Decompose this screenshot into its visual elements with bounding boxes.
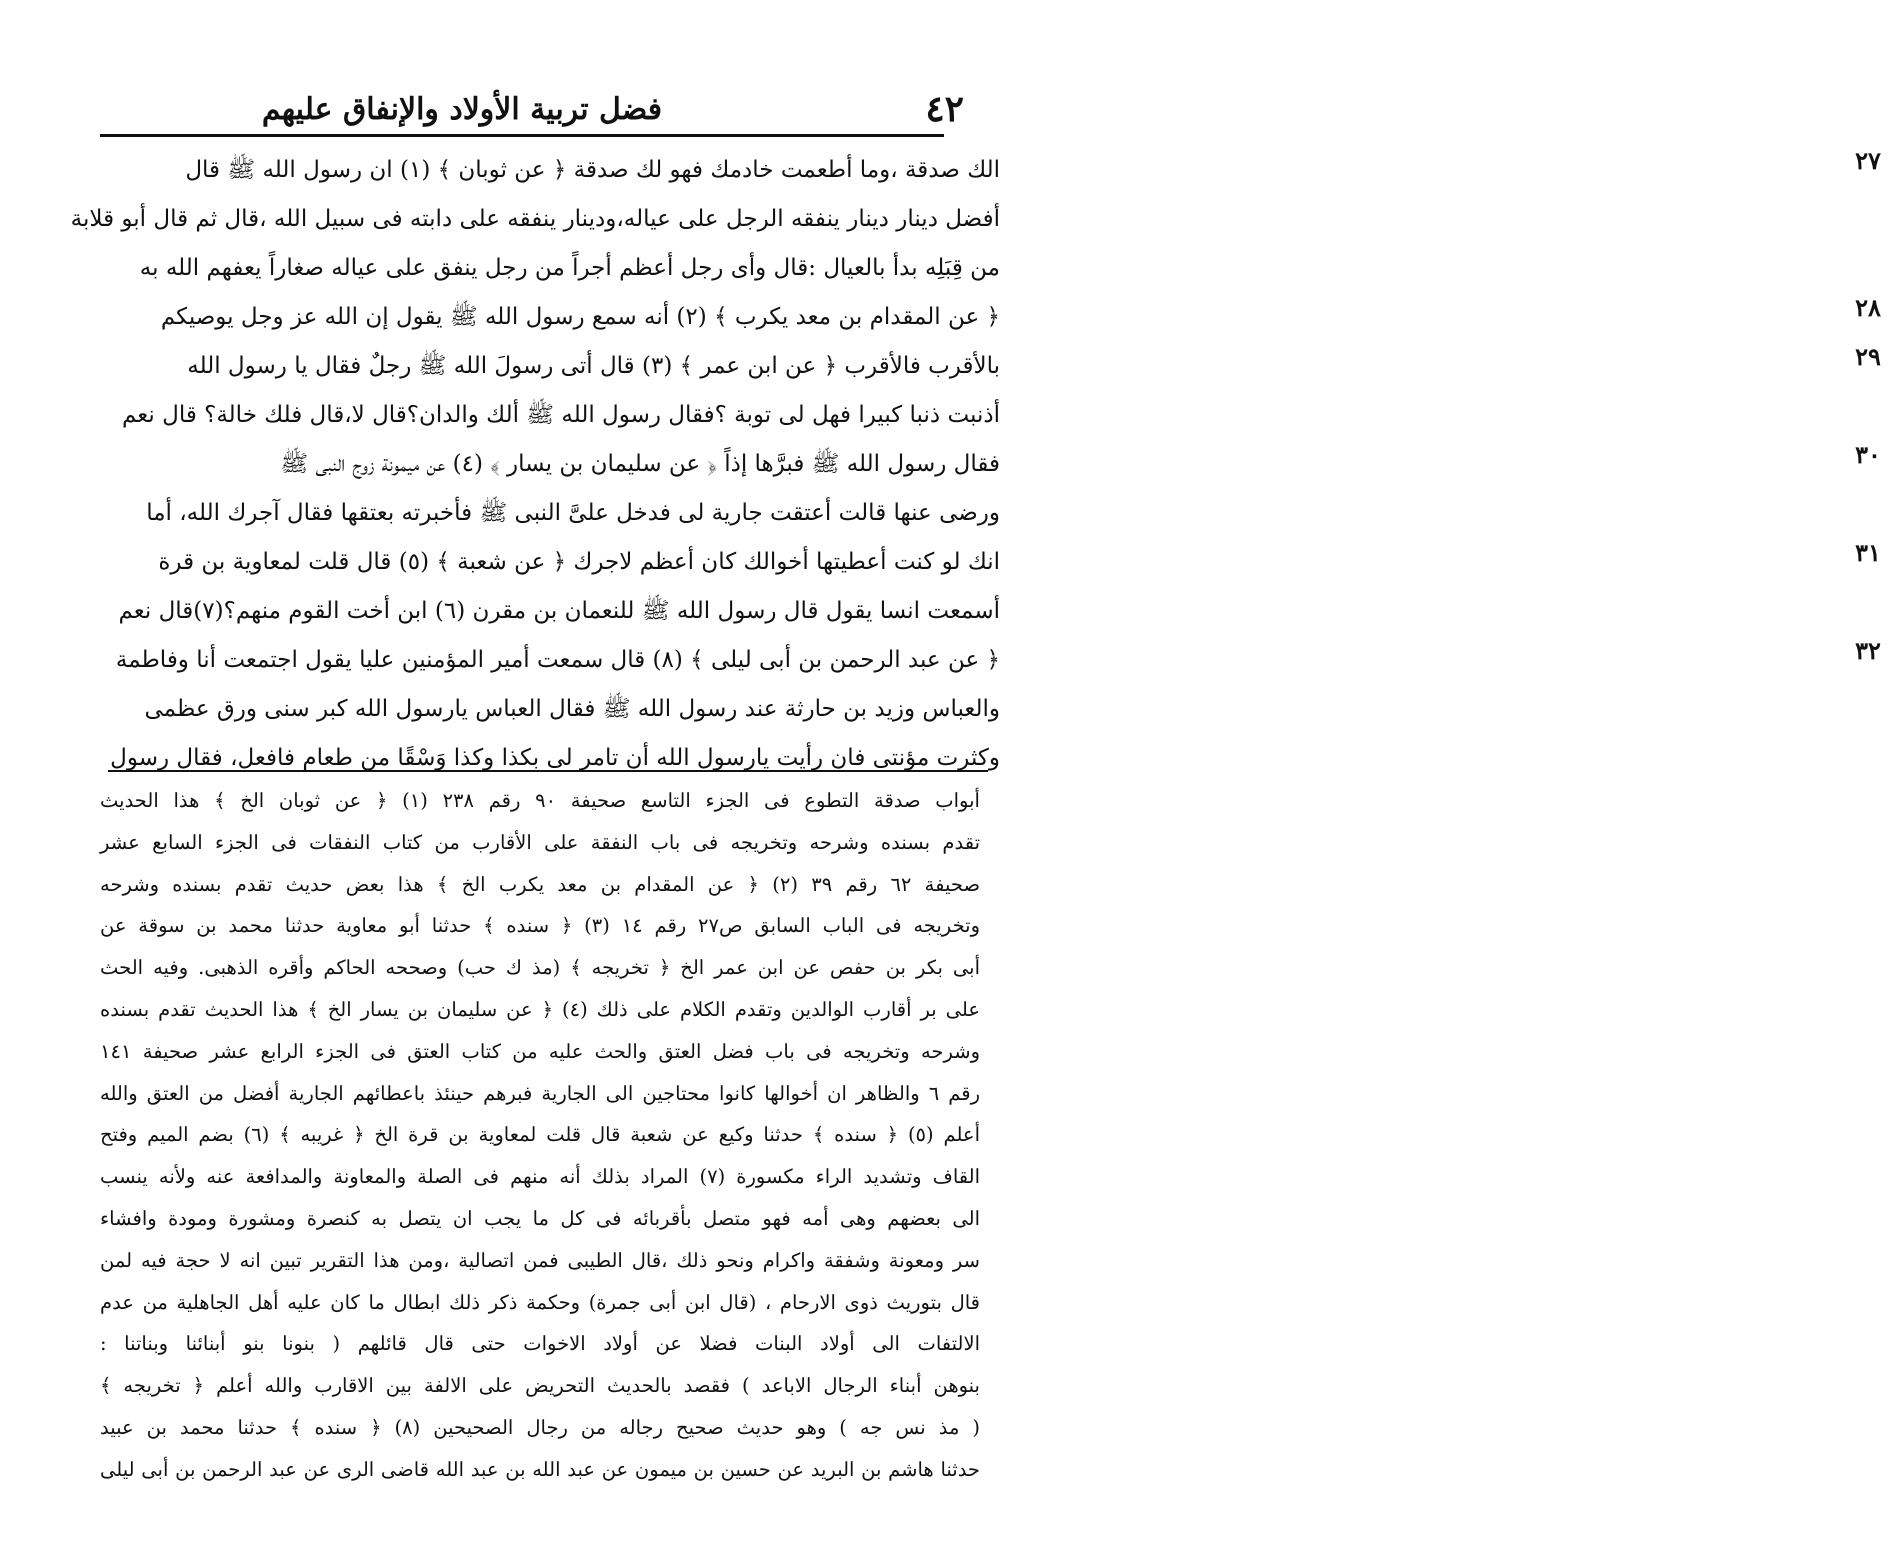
- main-line: [100, 391, 1000, 440]
- hadith-number: ٣٠: [1855, 440, 1881, 469]
- main-line-text: بالأقرب فالأقرب ﴿ عن ابن عمر ﴾ (٣) قال أتى رسولَ الله ﷺ رجلٌ فقال يا رسول الله: [187, 353, 1000, 379]
- footnote-line: تقدم بسنده وشرحه وتخريجه فى باب النفقة على الأقارب من كتاب النفقات فى الجزء السابع عشر: [100, 830, 980, 854]
- main-line: [100, 293, 1000, 342]
- main-line: [100, 489, 1000, 538]
- footnote-line: وتخريجه فى الباب السابق ص٢٧ رقم ١٤ (٣) ﴿ سنده ﴾ حدثنا أبو معاوية حدثنا محمد بن سوقة عن: [100, 914, 980, 938]
- footnote-line: حدثنا هاشم بن البريد عن حسين بن ميمون عن عبد الله بن عبد الله قاضى الرى عن عبد الرحمن بن أبى ليلى: [100, 1457, 980, 1481]
- main-line: [100, 587, 1000, 636]
- hadith-number: ٣٢: [1855, 636, 1881, 665]
- main-line-text: أسمعت انسا يقول قال رسول الله ﷺ للنعمان بن مقرن (٦) ابن أخت القوم منهم؟(٧)قال نعم: [118, 598, 1000, 624]
- main-line-text: ﴿ عن المقدام بن معد يكرب ﴾ (٢) أنه سمع رسول الله ﷺ يقول إن الله عز وجل يوصيكم: [160, 304, 1000, 330]
- hadith-number: ٢٧: [1855, 146, 1881, 175]
- footnote-line: سر ومعونة وشفقة واكرام ونحو ذلك ،قال الطيبى فمن اتصالية ،ومن هذا التقرير تبين انه لا حجة فيه لمن: [100, 1248, 980, 1272]
- page-number: ٤٢: [925, 88, 964, 130]
- footnote-line: الى بعضهم وهى أمه فهو متصل بأقربائه فى كل ما يجب ان يتصل به كنصرة ومشورة ومودة وافشاء: [100, 1206, 980, 1230]
- hadith-number: ٢٩: [1855, 342, 1881, 371]
- main-line-text: انك لو كنت أعطيتها أخوالك كان أعظم لاجرك ﴿ عن شعبة ﴾ (٥) قال قلت لمعاوية بن قرة: [158, 549, 1000, 575]
- footnotes-block: [100, 780, 980, 1491]
- main-line: [100, 734, 1000, 783]
- footnote-line: أعلم (٥) ﴿ سنده ﴾ حدثنا وكيع عن شعبة قال قلت لمعاوية بن قرة الخ ﴿ غريبه ﴾ (٦) بضم الميم وفتح: [100, 1123, 980, 1147]
- footnote-line: ( مذ نس جه ) وهو حديث صحيح رجاله من رجال الصحيحين (٨) ﴿ سنده ﴾ حدثنا محمد بن عبيد: [100, 1415, 980, 1439]
- main-line-text: الك صدقة ،وما أطعمت خادمك فهو لك صدقة ﴿ عن ثوبان ﴾ (١) ان رسول الله ﷺ قال: [185, 157, 1000, 183]
- main-line-text: أفضل دينار دينار ينفقه الرجل على عياله،ودينار ينفقه على دابته فى سبيل الله ،قال ثم قال أبو قلابة: [70, 206, 1000, 232]
- main-line: [70, 195, 1000, 244]
- page-title: فضل تربية الأولاد والإنفاق عليهم: [261, 92, 663, 127]
- main-line: [100, 440, 1000, 489]
- footnote-divider: [108, 770, 988, 772]
- footnote-line: صحيفة ٦٢ رقم ٣٩ (٢) ﴿ عن المقدام بن معد يكرب الخ ﴾ هذا بعض حديث تقدم بسنده وشرحه: [100, 872, 981, 896]
- footnote-line: وشرحه وتخريجه فى باب فضل العتق والحث عليه من كتاب العتق فى الجزء الرابع عشر صحيفة ١٤١: [100, 1039, 980, 1063]
- main-line-text: ورضى عنها قالت أعتقت جارية لى فدخل علىَّ النبى ﷺ فأخبرته بعتقها فقال آجرك الله، أما: [146, 500, 1000, 526]
- footnote-line: قال بتوريث ذوى الارحام ، (قال ابن أبى جمرة) وحكمة ذكر ذلك ابطال ما كان عليه أهل الجاهلية من عدم: [100, 1290, 980, 1314]
- page-header: [100, 88, 964, 137]
- main-line-text: ﴿ عن عبد الرحمن بن أبى ليلى ﴾ (٨) قال سمعت أمير المؤمنين عليا يقول اجتمعت أنا وفاطمة: [115, 647, 1000, 673]
- hadith-number: ٢٨: [1855, 293, 1881, 322]
- footnote-line: القاف وتشديد الراء مكسورة (٧) المراد بذلك أنه منهم فى الصلة والمعاونة والمدافعة عنه ولأنه ينسب: [100, 1165, 980, 1189]
- main-line: [100, 538, 1000, 587]
- main-line: [100, 146, 1000, 195]
- main-line: [100, 636, 1000, 685]
- main-line-text: من قِبَلِه بدأ بالعيال :قال وأى رجل أعظم أجراً من رجل ينفق على عياله صغاراً يعفهم الله به: [139, 255, 1000, 281]
- hadith-number: ٣١: [1855, 538, 1881, 567]
- main-line: [100, 685, 1000, 734]
- footnote-line: بنوهن أبناء الرجال الاباعد ) فقصد بالحديث التحريض على الالفة بين الاقارب والله أعلم ﴿ تخريجه ﴾: [100, 1374, 980, 1398]
- main-line: [100, 342, 1000, 391]
- footnote-line: رقم ٦ والظاهر ان أخوالها كانوا محتاجين الى الجارية فبرهم حينئذ باعطائهم الجارية أفضل من العتق والله: [100, 1081, 980, 1105]
- main-text-block: [70, 146, 1881, 783]
- footnote-line: أبواب صدقة التطوع فى الجزء التاسع صحيفة ٩٠ رقم ٢٣٨ (١) ﴿ عن ثوبان الخ ﴾ هذا الحديث: [100, 789, 980, 812]
- main-line-text: فقال رسول الله ﷺ فبرَّها إذاً ﴿ عن سليمان بن يسار ﴾ (٤) عن ميمونة زوج النبى ﷺ: [280, 451, 1000, 477]
- main-line-text: والعباس وزيد بن حارثة عند رسول الله ﷺ فقال العباس يارسول الله كبر سنى ورق عظمى: [144, 696, 1000, 722]
- footnote-line: أبى بكر بن حفص عن ابن عمر الخ ﴿ تخريجه ﴾ (مذ ك حب) وصححه الحاكم وأقره الذهبى. وفيه الحث: [100, 956, 980, 980]
- footnote-line: الالتفات الى أولاد البنات فضلا عن أولاد الاخوات حتى قال قائلهم ( بنونا بنو أبنائنا وبناتنا :: [100, 1332, 980, 1356]
- main-line-text: أذنبت ذنبا كبيرا فهل لى توبة ؟فقال رسول الله ﷺ ألك والدان؟قال لا،قال فلك خالة؟ قال نعم: [122, 402, 1000, 428]
- main-line: [100, 244, 1000, 293]
- footnote-line: على بر أقارب الوالدين وتقدم الكلام على ذلك (٤) ﴿ عن سليمان بن يسار الخ ﴾ هذا الحديث تقدم بسنده: [100, 997, 980, 1021]
- main-line-text: وكثرت مؤنتى فان رأيت يارسول الله أن تامر لى بكذا وكذا وَسْقًا من طعام فافعل، فقال رسول: [110, 745, 1000, 771]
